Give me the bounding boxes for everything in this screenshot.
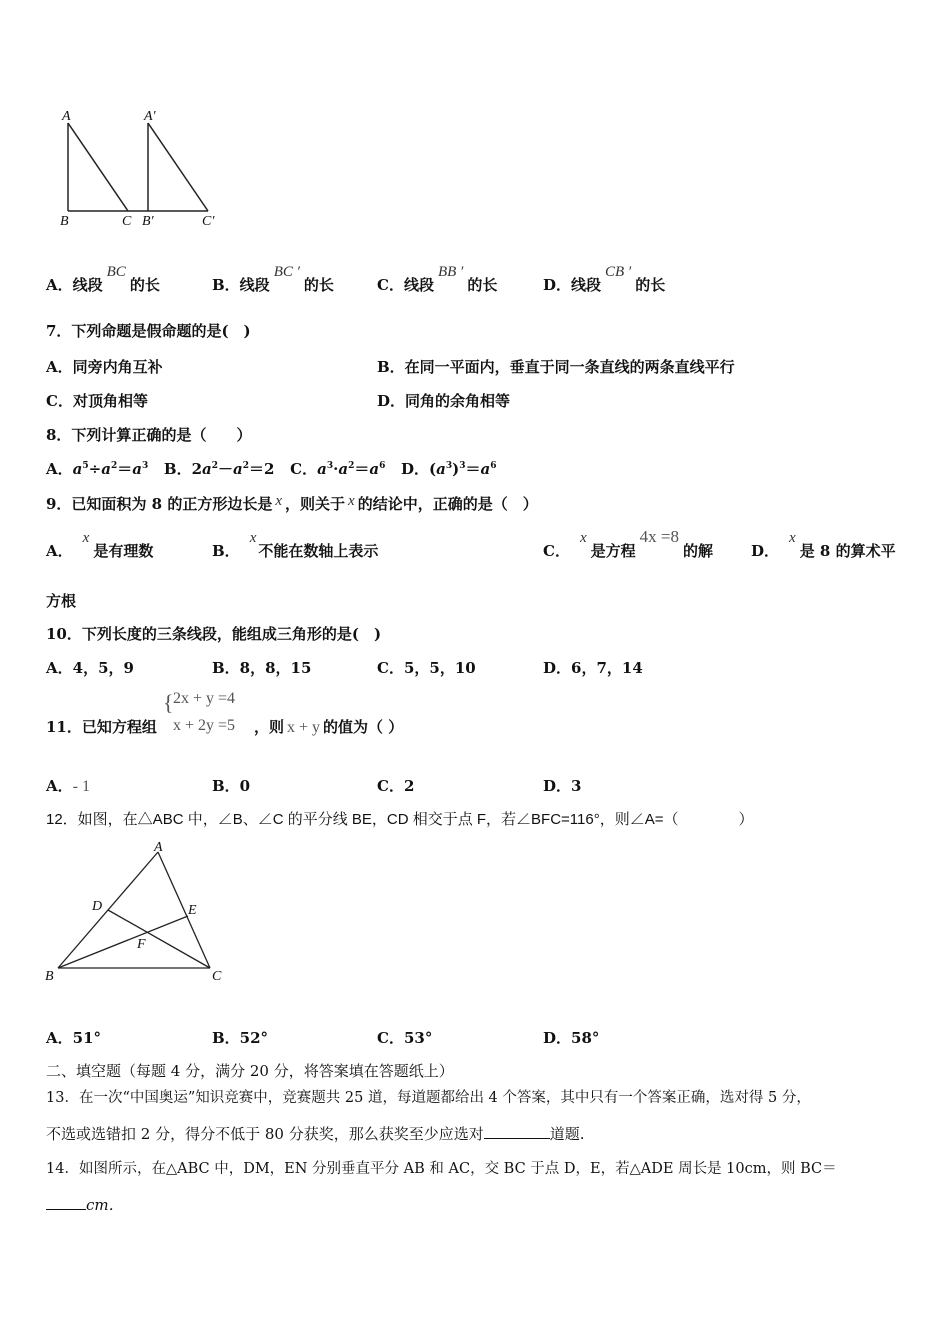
q13-line1: 13．在一次“中国奥运”知识竞赛中，竞赛题共 25 道，每道题都给出 4 个答案，其中只有一个答案正确，选对得 5 分， (46, 1090, 811, 1106)
q9-option-d-continued: 方根 (46, 592, 77, 610)
q6-option-a[interactable]: A．线段BC的长 (46, 264, 160, 294)
q14-line1: 14．如图所示，在△ABC 中，DM，EN 分别垂直平分 AB 和 AC，交 BC 于点 D，E，若△ADE 周长是 10cm，则 BC＝ (46, 1161, 837, 1177)
q14-line2: cm． (46, 1194, 124, 1215)
q12-option-a[interactable]: A．51° (46, 1029, 102, 1047)
segment-be (58, 916, 188, 968)
q7-option-c[interactable]: C．对顶角相等 (46, 392, 148, 410)
q14-answer-blank[interactable] (46, 1209, 86, 1210)
q11-eq2: x + 2y =5 (173, 717, 236, 734)
label-b: B (60, 214, 69, 229)
q8-option-c[interactable]: C．$a^3\cdot a^2=a^6$ (290, 460, 386, 478)
q10-option-c[interactable]: C．5，5，10 (377, 659, 476, 677)
q11-option-a[interactable]: A．- 1 (46, 777, 90, 795)
q11-option-b[interactable]: B．0 (212, 777, 251, 795)
label-d: D (92, 899, 103, 914)
segment-a1c1 (148, 123, 208, 211)
q10-option-d[interactable]: D．6，7，14 (543, 659, 643, 677)
q8-options (46, 458, 497, 479)
q6-option-d[interactable]: D．线段CB ′的长 (543, 264, 666, 294)
segment-cd (108, 910, 210, 968)
q8-option-b[interactable]: B．$2a^2-a^2=2$ (163, 460, 275, 478)
q12-option-b[interactable]: B．52° (212, 1029, 269, 1047)
q9-stem: 9．已知面积为 8 的正方形边长是 x ，则关于 x 的结论中，正确的是（ ） (46, 493, 538, 513)
q10-stem: 10．下列长度的三条线段，能组成三角形的是( ) (46, 625, 382, 643)
two-triangles-figure (50, 105, 230, 230)
label-c1: C′ (202, 214, 215, 229)
q6-option-c[interactable]: C．线段BB ′的长 (377, 264, 498, 294)
q7-stem: 7．下列命题是假命题的是( ) (46, 322, 251, 340)
q11-stem: 11．已知方程组 (46, 718, 157, 736)
q13-answer-blank[interactable] (484, 1138, 550, 1139)
q13-line2: 不选或选错扣 2 分，得分不低于 80 分获奖，那么获奖至少应选对 道题. (46, 1125, 585, 1143)
label-a1: A′ (144, 109, 156, 124)
q11-option-d[interactable]: D．3 (543, 777, 582, 795)
q7-option-d[interactable]: D．同角的余角相等 (377, 392, 511, 410)
q11-option-c[interactable]: C．2 (377, 777, 415, 795)
q8-stem: 8．下列计算正确的是（ ） (46, 426, 252, 444)
q6-option-b[interactable]: B．线段BC ′的长 (212, 264, 334, 294)
q11-stem-tail: ，则 x + y 的值为（ ） (254, 718, 404, 736)
q9-option-a[interactable]: A．x是有理数 (46, 530, 154, 560)
triangle-bisector-figure (40, 838, 240, 988)
label-c: C (122, 214, 132, 229)
q9-option-c[interactable]: C．x是方程4x =8的解 (543, 527, 713, 560)
q9-option-b[interactable]: B．x不能在数轴上表示 (212, 530, 379, 560)
q9-option-d[interactable]: D．x是 8 的算术平 (751, 530, 896, 560)
label-e: E (188, 903, 197, 918)
label-a: A (154, 840, 163, 855)
label-c: C (212, 969, 222, 984)
segment-ac (68, 123, 128, 211)
label-b1: B′ (142, 214, 154, 229)
q8-option-d[interactable]: D．$(a^3)^3=a^6$ (401, 460, 497, 478)
section-2-heading: 二、填空题（每题 4 分，满分 20 分，将答案填在答题纸上） (46, 1062, 454, 1080)
q11-brace: { (163, 690, 174, 715)
label-f: F (137, 937, 146, 952)
q12-stem: 12．如图，在△ABC 中，∠B、∠C 的平分线 BE，CD 相交于点 F，若∠BFC=116°，则∠A=（ ） (46, 811, 754, 828)
q11-eq1: 2x + y =4 (173, 690, 236, 707)
q7-option-b[interactable]: B．在同一平面内，垂直于同一条直线的两条直线平行 (377, 358, 735, 376)
q12-option-d[interactable]: D．58° (543, 1029, 600, 1047)
label-a: A (62, 109, 71, 124)
label-b: B (45, 969, 54, 984)
q8-option-a[interactable]: A．$a^5\div a^2=a^3$ (46, 460, 149, 478)
segment-ac (158, 852, 210, 968)
q12-option-c[interactable]: C．53° (377, 1029, 433, 1047)
q10-option-a[interactable]: A．4，5，9 (46, 659, 134, 677)
q7-option-a[interactable]: A．同旁内角互补 (46, 358, 163, 376)
q10-option-b[interactable]: B．8，8，15 (212, 659, 312, 677)
